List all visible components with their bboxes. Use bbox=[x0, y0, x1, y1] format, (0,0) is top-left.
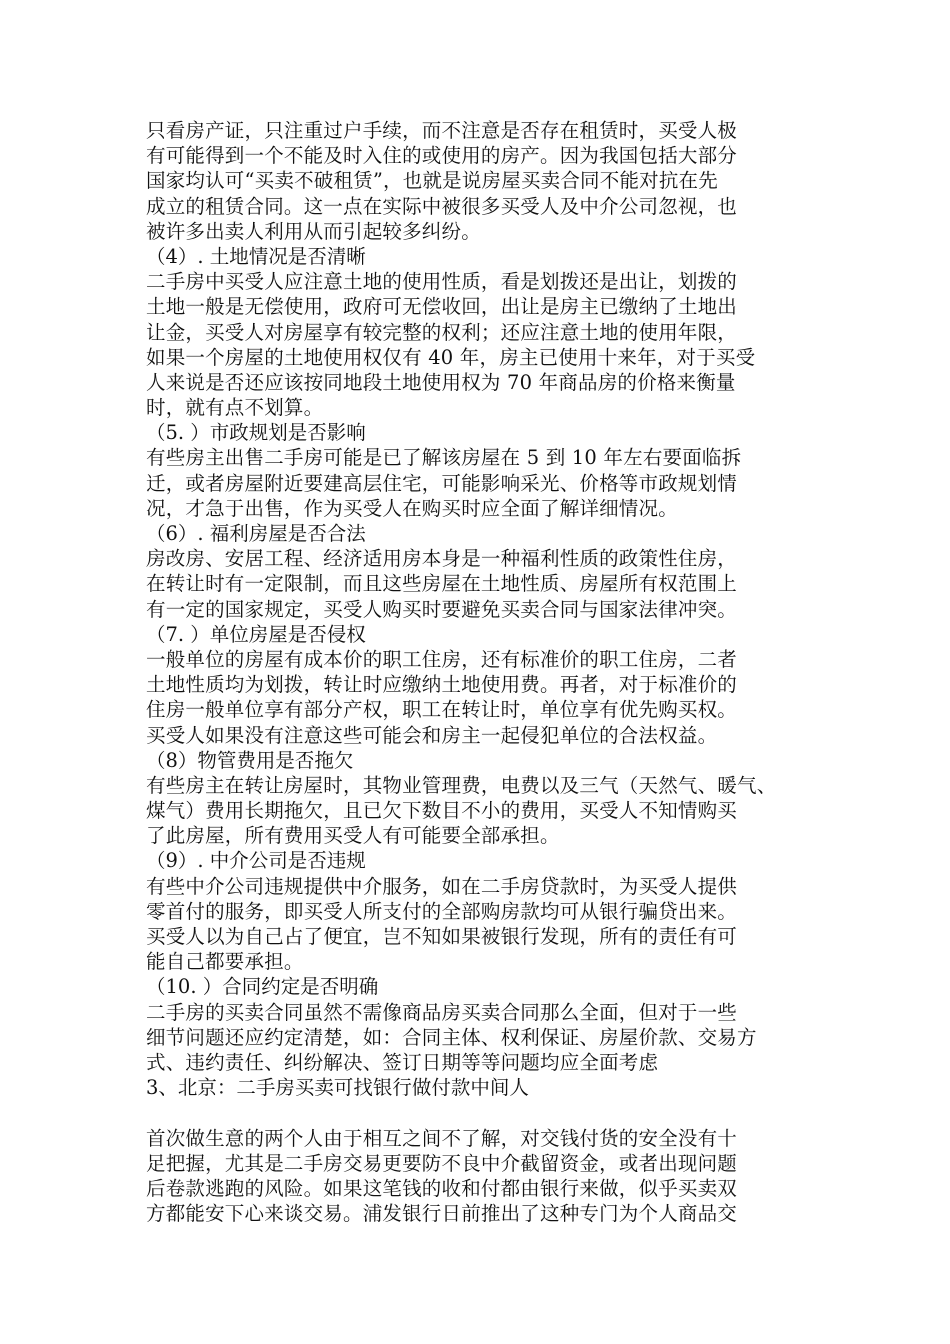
paragraph bbox=[146, 874, 814, 975]
section-heading: （9）. 中介公司是否违规 bbox=[146, 849, 366, 873]
document-body bbox=[146, 118, 814, 1226]
paragraph bbox=[146, 445, 814, 521]
paragraph-line: 被许多出卖人利用从而引起较多纠纷。 bbox=[146, 219, 481, 243]
paragraph-line: 后卷款逃跑的风险。如果这笔钱的收和付都由银行来做，似乎买卖双 bbox=[146, 1176, 738, 1200]
paragraph bbox=[146, 269, 814, 420]
section-heading: （7. ）单位房屋是否侵权 bbox=[146, 622, 366, 646]
section-heading: （4）. 土地情况是否清晰 bbox=[146, 244, 366, 268]
paragraph-line: 零首付的服务，即买受人所支付的全部购房款均可从银行骗贷出来。 bbox=[146, 899, 738, 923]
paragraph-line: 有些房主出售二手房可能是已了解该房屋在 5 到 10 年左右要面临拆 bbox=[146, 446, 742, 470]
paragraph-line: 买受人如果没有注意这些可能会和房主一起侵犯单位的合法权益。 bbox=[146, 723, 718, 747]
paragraph bbox=[146, 1126, 814, 1227]
section-heading: （5. ）市政规划是否影响 bbox=[146, 421, 366, 445]
paragraph-line: 土地一般是无偿使用，政府可无偿收回，出让是房主已缴纳了土地出 bbox=[146, 295, 738, 319]
paragraph-line: 有些中介公司违规提供中介服务，如在二手房贷款时，为买受人提供 bbox=[146, 874, 738, 898]
paragraph-line: 国家均认可“买卖不破租赁”，也就是说房屋买卖合同不能对抗在先 bbox=[146, 169, 718, 193]
paragraph bbox=[146, 1000, 814, 1076]
paragraph-line: 式、违约责任、纠纷解决、签订日期等等问题均应全面考虑 bbox=[146, 1050, 659, 1074]
paragraph-line: 二手房中买受人应注意土地的使用性质，看是划拨还是出让，划拨的 bbox=[146, 270, 738, 294]
paragraph-line: 细节问题还应约定清楚，如：合同主体、权利保证、房屋价款、交易方 bbox=[146, 1025, 757, 1049]
paragraph-line: 成立的租赁合同。这一点在实际中被很多买受人及中介公司忽视，也 bbox=[146, 194, 738, 218]
paragraph bbox=[146, 647, 814, 748]
section-heading: （8）物管费用是否拖欠 bbox=[146, 748, 354, 772]
paragraph-line: 只看房产证，只注重过户手续，而不注意是否存在租赁时，买受人极 bbox=[146, 119, 738, 142]
paragraph bbox=[146, 773, 814, 849]
paragraph-line: 二手房的买卖合同虽然不需像商品房买卖合同那么全面，但对于一些 bbox=[146, 1000, 738, 1024]
paragraph-line: 迁，或者房屋附近要建高层住宅，可能影响采光、价格等市政规划情 bbox=[146, 471, 738, 495]
paragraph-line: 况，才急于出售，作为买受人在购买时应全面了解详细情况。 bbox=[146, 496, 678, 520]
paragraph-line: 煤气）费用长期拖欠，且已欠下数目不小的费用，买受人不知情购买 bbox=[146, 799, 738, 823]
paragraph-line: 足把握，尤其是二手房交易更要防不良中介截留资金，或者出现问题 bbox=[146, 1151, 738, 1175]
section-heading: （10. ）合同约定是否明确 bbox=[146, 975, 379, 999]
paragraph-line: 房改房、安居工程、经济适用房本身是一种福利性质的政策性住房， bbox=[146, 547, 738, 571]
paragraph-line: 首次做生意的两个人由于相互之间不了解，对交钱付货的安全没有十 bbox=[146, 1126, 738, 1150]
paragraph-line: 方都能安下心来谈交易。浦发银行日前推出了这种专门为个人商品交 bbox=[146, 1202, 738, 1226]
paragraph-line: 有可能得到一个不能及时入住的或使用的房产。因为我国包括大部分 bbox=[146, 144, 738, 168]
paragraph-line: 能自己都要承担。 bbox=[146, 950, 304, 974]
paragraph-line: 买受人以为自己占了便宜，岂不知如果被银行发现，所有的责任有可 bbox=[146, 925, 738, 948]
section-heading: 3、北京：二手房买卖可找银行做付款中间人 bbox=[146, 1076, 529, 1100]
paragraph-line: 有些房主在转让房屋时，其物业管理费，电费以及三气（天然气、暖气、 bbox=[146, 773, 777, 797]
paragraph-line: 在转让时有一定限制，而且这些房屋在土地性质、房屋所有权范围上 bbox=[146, 572, 738, 596]
paragraph bbox=[146, 546, 814, 622]
section-heading: （6）. 福利房屋是否合法 bbox=[146, 522, 366, 545]
paragraph-line: 土地性质均为划拨，转让时应缴纳土地使用费。再者，对于标准价的 bbox=[146, 673, 738, 697]
paragraph-line: 了此房屋，所有费用买受人有可能要全部承担。 bbox=[146, 824, 560, 848]
paragraph-line: 时，就有点不划算。 bbox=[146, 396, 324, 420]
paragraph-line: 人来说是否还应该按同地段土地使用权为 70 年商品房的价格来衡量 bbox=[146, 370, 736, 394]
blank-line bbox=[146, 1100, 814, 1125]
paragraph-line: 住房一般单位享有部分产权，职工在转让时，单位享有优先购买权。 bbox=[146, 698, 738, 722]
paragraph-line: 一般单位的房屋有成本价的职工住房，还有标准价的职工住房，二者 bbox=[146, 647, 738, 671]
paragraph-line: 如果一个房屋的土地使用权仅有 40 年，房主已使用十来年，对于买受 bbox=[146, 345, 756, 369]
paragraph-line: 让金，买受人对房屋享有较完整的权利；还应注意土地的使用年限， bbox=[146, 320, 738, 344]
paragraph-line: 有一定的国家规定，买受人购买时要避免买卖合同与国家法律冲突。 bbox=[146, 597, 738, 621]
paragraph bbox=[146, 118, 814, 244]
